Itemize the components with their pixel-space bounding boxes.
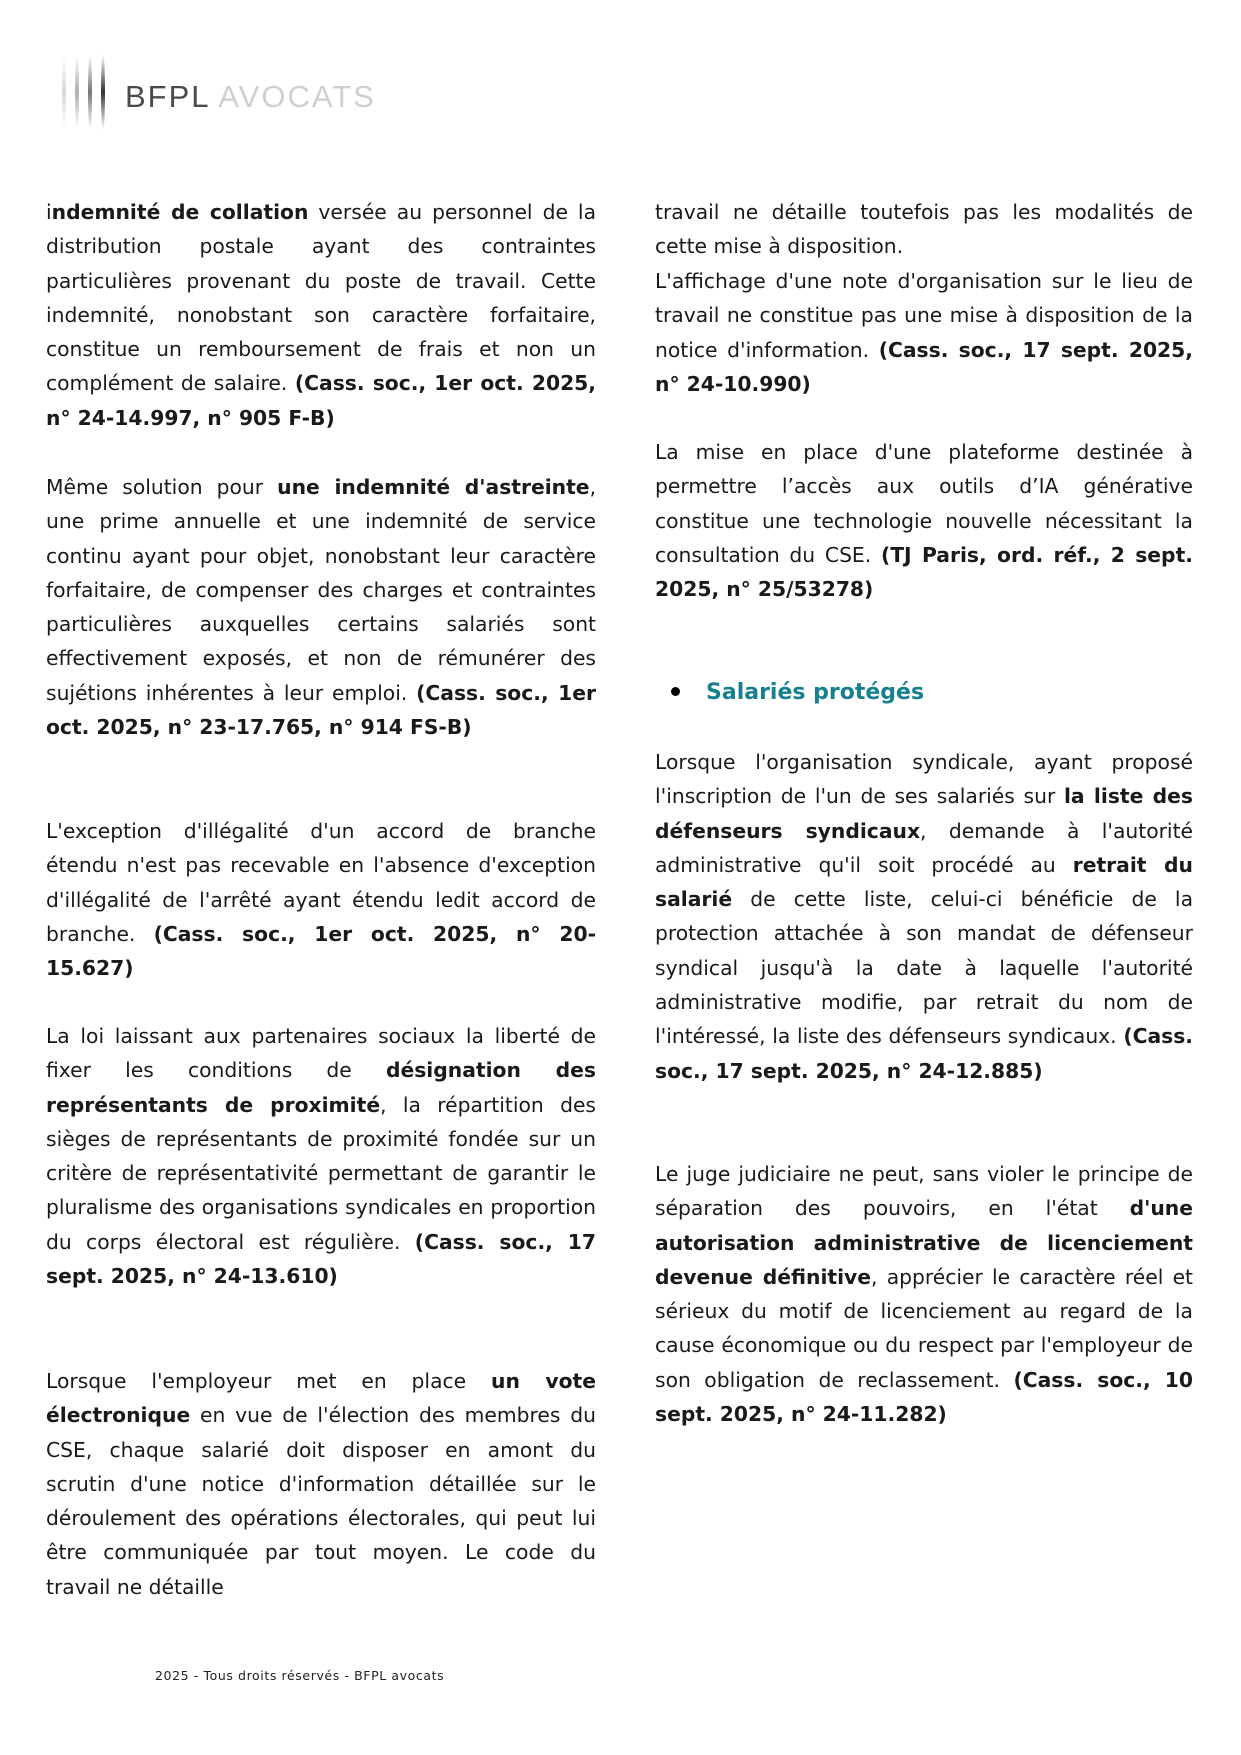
bold-text: (Cass. soc., 17 sept. 2025, n° 24-13.610): [46, 1229, 596, 1289]
bold-text: (Cass. soc., 1er oct. 2025, n° 20-15.627): [46, 921, 596, 981]
text: , une prime annuelle et une indemnité de service continu ayant pour objet, nonobstant leur caractère forfaitaire, de compenser des charges et contraintes particulières auxquelles certains salariés sont effectivement exposés, et non de rémunérer des sujétions inhérentes à leur emploi.: [46, 475, 597, 705]
text: Lorsque l'employeur met en place: [46, 1369, 492, 1393]
logo-bars-icon: [62, 54, 105, 130]
text: Lorsque l'organisation syndicale, ayant proposé l'inscription de l'un de ses salariés sur: [655, 750, 1193, 809]
text: , demande à l'autorité administrative qu'il soit procédé au: [655, 818, 1194, 877]
text: travail ne détaille toutefois pas les modalités de cette mise à disposition.: [655, 200, 1193, 259]
bold-text: un vote électronique: [46, 1369, 596, 1428]
text: L'affichage d'une note d'organisation sur le lieu de travail ne constitue pas une mise à disposition de la notice d'information.: [655, 269, 1193, 362]
bold-text: (Cass. soc., 10 sept. 2025, n° 24-11.282): [655, 1367, 1193, 1427]
text: i: [46, 200, 52, 224]
text: en vue de l'élection des membres du CSE, chaque salarié doit disposer en amont du scrutin d'une notice d'information détaillée sur le déroulement des opérations électorales, qui peut lui être communiquée par tout moyen. Le code du travail ne détaille: [46, 1403, 596, 1599]
paragraph: [655, 264, 1193, 401]
text: Même solution pour: [46, 475, 278, 499]
text: L'exception d'illégalité d'un accord de branche étendu n'est pas recevable en l'absence d'exception d'illégalité de l'arrêté ayant étendu ledit accord de branche.: [46, 819, 596, 946]
logo: [62, 52, 376, 132]
text: La loi laissant aux partenaires sociaux la liberté de fixer les conditions de: [46, 1024, 596, 1083]
bold-text: désignation des représentants de proximité: [46, 1058, 597, 1117]
bold-text: (Cass. soc., 17 sept. 2025, n° 24-12.885): [655, 1024, 1193, 1083]
bullet-icon: [671, 687, 680, 696]
paragraph: [655, 195, 1193, 264]
text: Le juge judiciaire ne peut, sans violer le principe de séparation des pouvoirs, en l'état: [655, 1162, 1193, 1221]
section-heading: [655, 676, 924, 710]
paragraph: [46, 1019, 596, 1293]
bold-text: ndemnité de collation: [51, 200, 309, 224]
bold-text: (Cass. soc., 1er oct. 2025, n° 23-17.765, n° 914 FS-B): [46, 680, 596, 740]
logo-secondary: AVOCATS: [218, 79, 376, 114]
bold-text: (Cass. soc., 1er oct. 2025, n° 24-14.997, n° 905 F-B): [46, 371, 597, 430]
bold-text: retrait du salarié: [655, 852, 1193, 912]
text: , la répartition des sièges de représentants de proximité fondée sur un critère de représentativité permettant de garantir le pluralisme des organisations syndicales en proportion du corps électoral est régulière.: [46, 1092, 596, 1254]
paragraph: [46, 195, 596, 435]
section-heading-text: Salariés protégés: [706, 680, 925, 705]
bold-text: d'une autorisation administrative de licenciement devenue définitive: [655, 1196, 1193, 1289]
bold-text: (TJ Paris, ord. réf., 2 sept. 2025, n° 25/53278): [655, 542, 1193, 602]
text: de cette liste, celui-ci bénéficie de la protection attachée à son mandat de défenseur syndical jusqu'à la date à laquelle l'autorité administrative modifie, par retrait du nom de l'intéressé, la liste des défenseurs syndicaux.: [655, 887, 1193, 1049]
text: La mise en place d'une plateforme destinée à permettre l’accès aux outils d’IA générative constitue une technologie nouvelle nécessitant la consultation du CSE.: [655, 440, 1193, 567]
logo-primary: BFPL: [125, 79, 210, 114]
logo-text: [125, 79, 376, 115]
paragraph: [655, 1157, 1193, 1431]
paragraph: [46, 1364, 596, 1604]
bold-text: la liste des défenseurs syndicaux: [655, 784, 1193, 843]
text: versée au personnel de la distribution postale ayant des contraintes particulières provenant du poste de travail. Cette indemnité, nonobstant son caractère forfaitaire, constitue un remboursement de frais et non un complément de salaire.: [46, 200, 596, 396]
footer: 2025 - Tous droits réservés - BFPL avocats: [155, 1668, 445, 1683]
paragraph: [46, 470, 596, 744]
paragraph: [655, 745, 1193, 1088]
bold-text: (Cass. soc., 17 sept. 2025, n° 24-10.990): [655, 337, 1193, 396]
text: , apprécier le caractère réel et sérieux du motif de licenciement au regard de la cause économique ou du respect par l'employeur de son obligation de reclassement.: [655, 1264, 1193, 1392]
paragraph: [46, 814, 596, 985]
bold-text: une indemnité d'astreinte: [277, 475, 590, 499]
paragraph: [655, 435, 1193, 606]
